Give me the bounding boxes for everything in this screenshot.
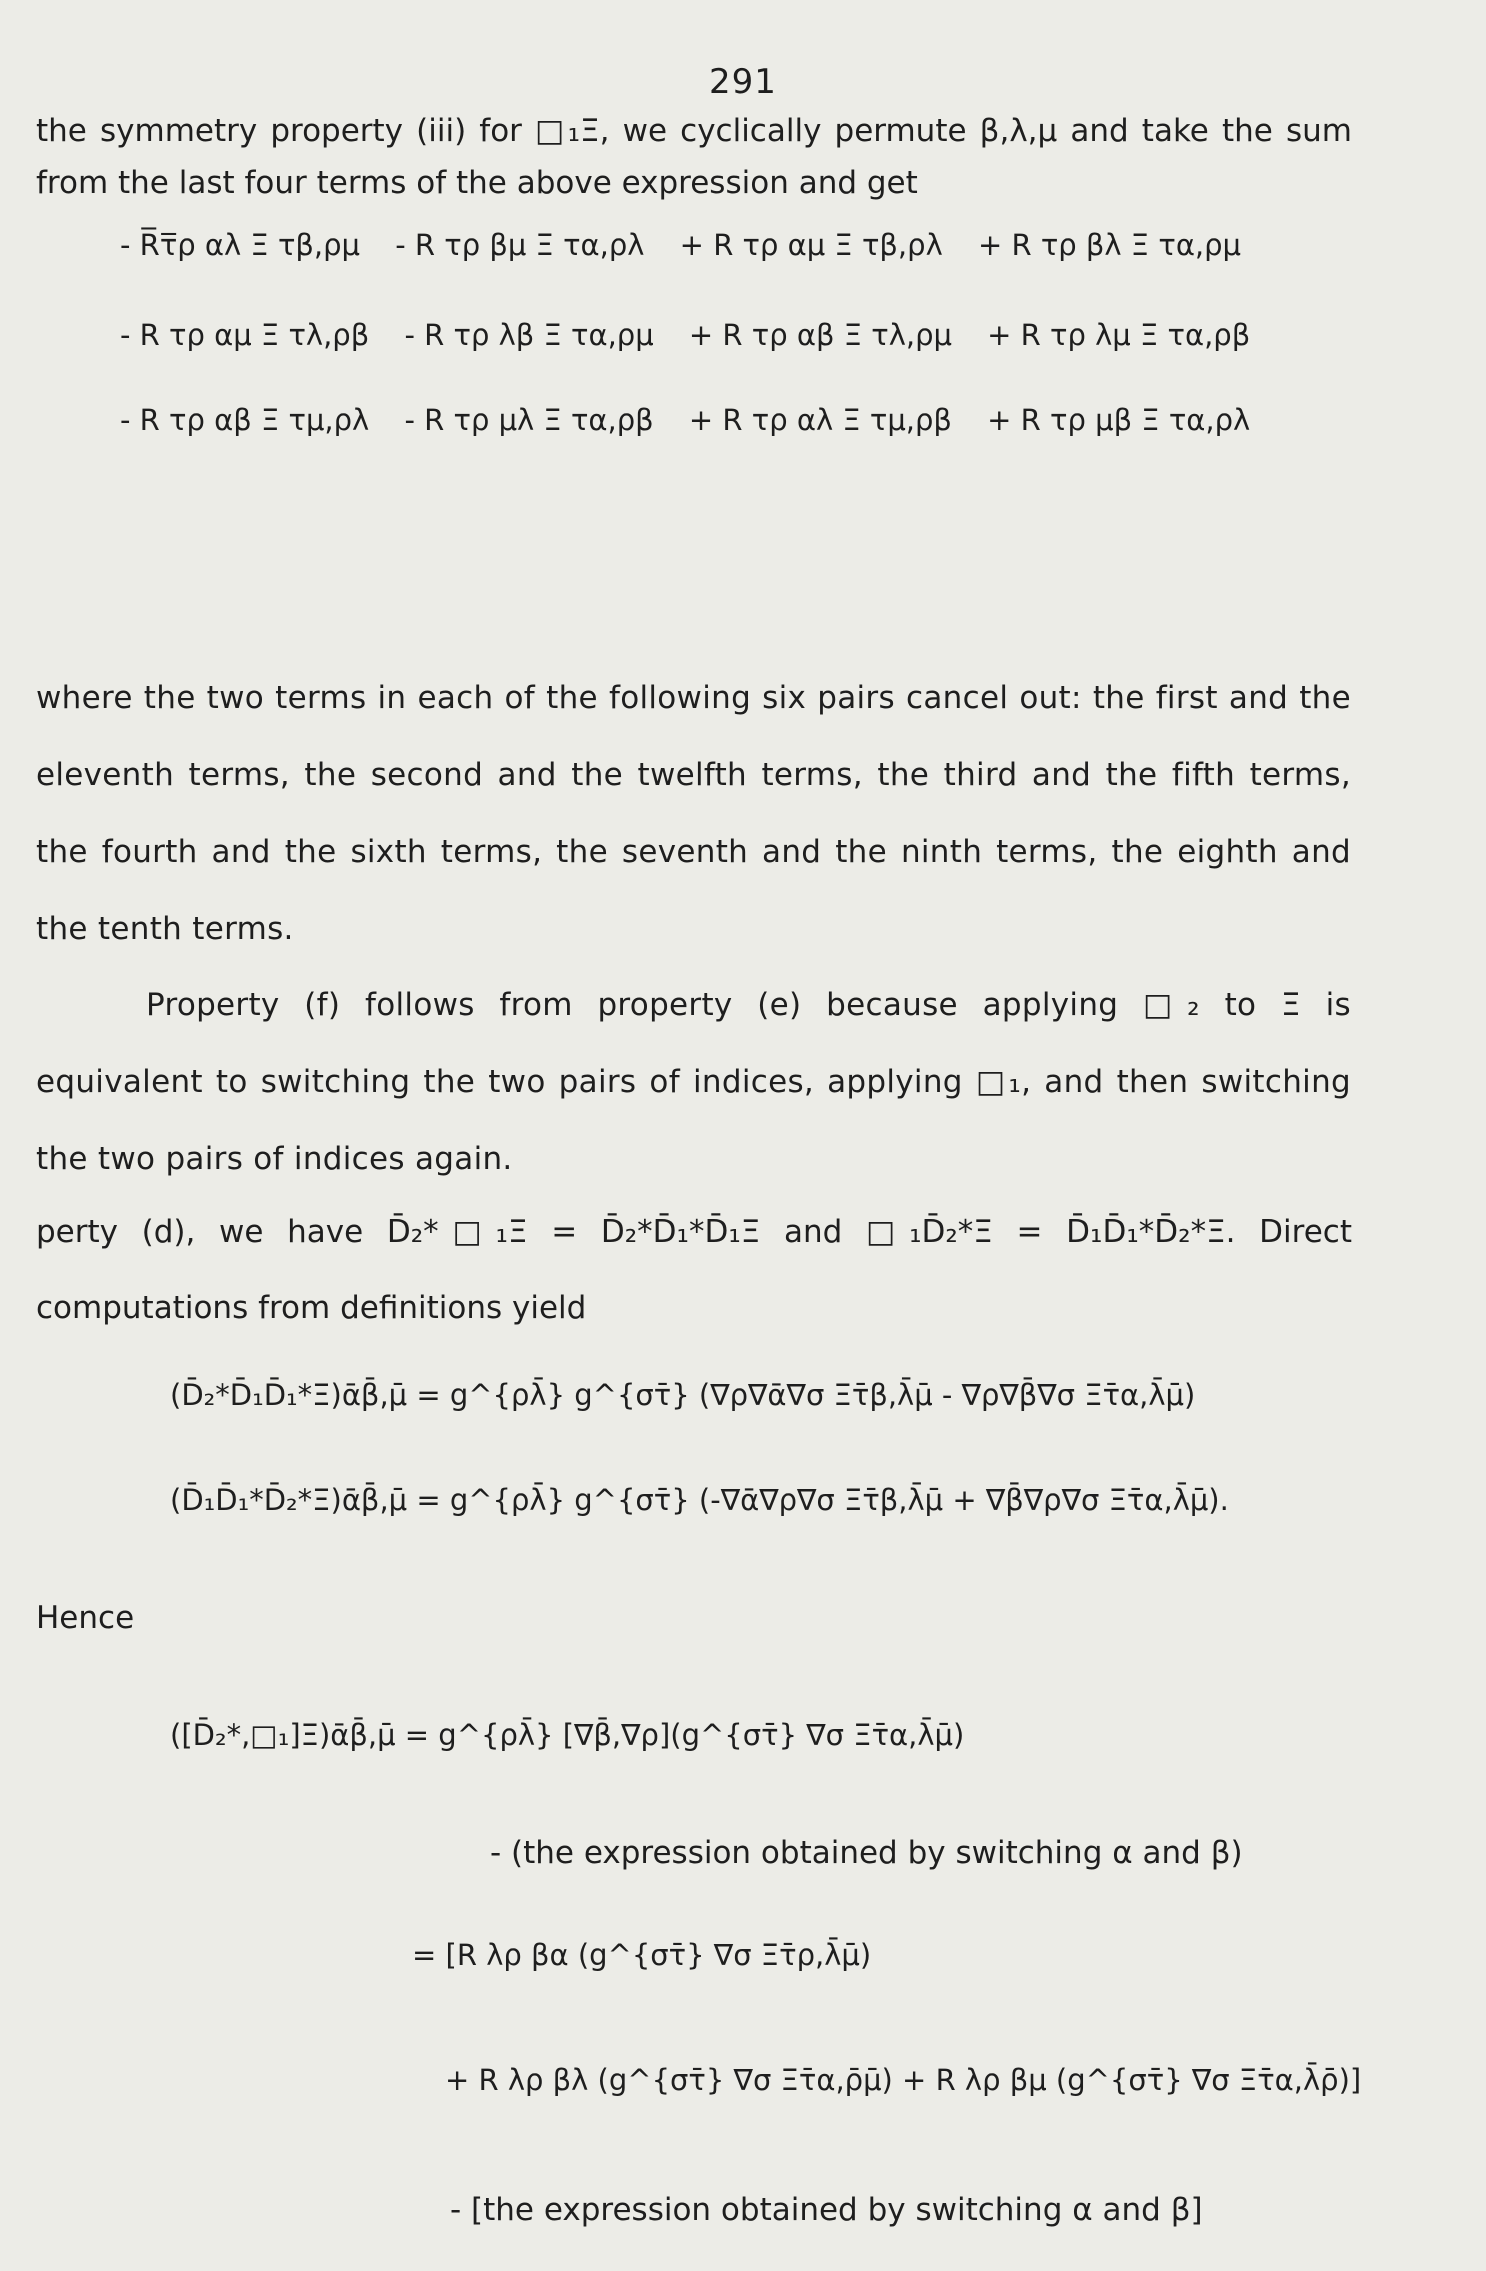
equation-term: - R τρ μλ Ξ τα,ρβ	[404, 403, 654, 437]
equation-term: + R τρ βλ Ξ τα,ρμ	[977, 228, 1242, 262]
computations-line: computations from definitions yield	[36, 1290, 587, 1326]
switching-note-2: - [the expression obtained by switching α and β]	[450, 2192, 1203, 2228]
equation-term: + R τρ αλ Ξ τμ,ρβ	[688, 403, 952, 437]
hence-equation-2: = [R λρ βα (g^{στ̄} ∇σ Ξτ̄ρ,λ̄μ̄)	[412, 1938, 872, 1972]
intro-line-1: the symmetry property (iii) for □₁Ξ, we cyclically permute β,λ,μ and take the sum	[36, 113, 1352, 149]
cancellation-paragraph: where the two terms in each of the following six pairs cancel out: the first and the eleventh terms, the second and the twelfth terms, the third and the fifth terms, the fourth and the sixth terms, the seventh and the ninth terms, the eighth and the tenth terms.	[36, 680, 1351, 947]
equation-term: - R τρ λβ Ξ τα,ρμ	[404, 318, 654, 352]
hence-equation-3: + R λρ βλ (g^{στ̄} ∇σ Ξτ̄α,ρ̄μ̄) + R λρ βμ (g^{στ̄} ∇σ Ξτ̄α,λ̄ρ̄)]	[445, 2063, 1362, 2097]
cyclic-sum-row-3	[120, 400, 1276, 440]
hence-equation-1: ([D̄₂*,□₁]Ξ)ᾱβ̄,μ̄ = g^{ρλ̄} [∇β̄,∇ρ](g^{στ̄} ∇σ Ξτ̄α,λ̄μ̄)	[170, 1718, 965, 1752]
page-number: 291	[709, 62, 777, 102]
equation-term: - R τρ αβ Ξ τμ,ρλ	[120, 403, 370, 437]
property-f-paragraph: Property (f) follows from property (e) because applying □₂ to Ξ is equivalent to switching the two pairs of indices, applying □₁, and then switching the two pairs of indices again.	[36, 987, 1351, 1177]
direct-computation-2: (D̄₁D̄₁*D̄₂*Ξ)ᾱβ̄,μ̄ = g^{ρλ̄} g^{στ̄} (-∇ᾱ∇ρ∇σ Ξτ̄β,λ̄μ̄ + ∇β̄∇ρ∇σ Ξτ̄α,λ̄μ̄).	[170, 1483, 1229, 1517]
cyclic-sum-row-2	[120, 315, 1276, 355]
equation-term: + R τρ λμ Ξ τα,ρβ	[987, 318, 1251, 352]
equation-term: - R τρ αμ Ξ τλ,ρβ	[120, 318, 370, 352]
hence-label: Hence	[36, 1600, 135, 1636]
equation-term: - R τρ βμ Ξ τα,ρλ	[395, 228, 645, 262]
equation-term: + R τρ αμ Ξ τβ,ρλ	[679, 228, 943, 262]
equation-term: - R̅τ̅ρ αλ Ξ τβ,ρμ	[120, 228, 361, 262]
switching-note-1: - (the expression obtained by switching α and β)	[490, 1835, 1243, 1871]
intro-line-2: from the last four terms of the above expression and get	[36, 165, 918, 201]
cyclic-sum-row-1	[120, 225, 1267, 265]
perty-line: perty (d), we have D̄₂*□₁Ξ = D̄₂*D̄₁*D̄₁Ξ and □₁D̄₂*Ξ = D̄₁D̄₁*D̄₂*Ξ. Direct	[36, 1214, 1352, 1250]
equation-term: + R τρ αβ Ξ τλ,ρμ	[688, 318, 952, 352]
equation-term: + R τρ μβ Ξ τα,ρλ	[987, 403, 1251, 437]
direct-computation-1: (D̄₂*D̄₁D̄₁*Ξ)ᾱβ̄,μ̄ = g^{ρλ̄} g^{στ̄} (∇ρ∇ᾱ∇σ Ξτ̄β,λ̄μ̄ - ∇ρ∇β̄∇σ Ξτ̄α,λ̄μ̄)	[170, 1378, 1196, 1412]
